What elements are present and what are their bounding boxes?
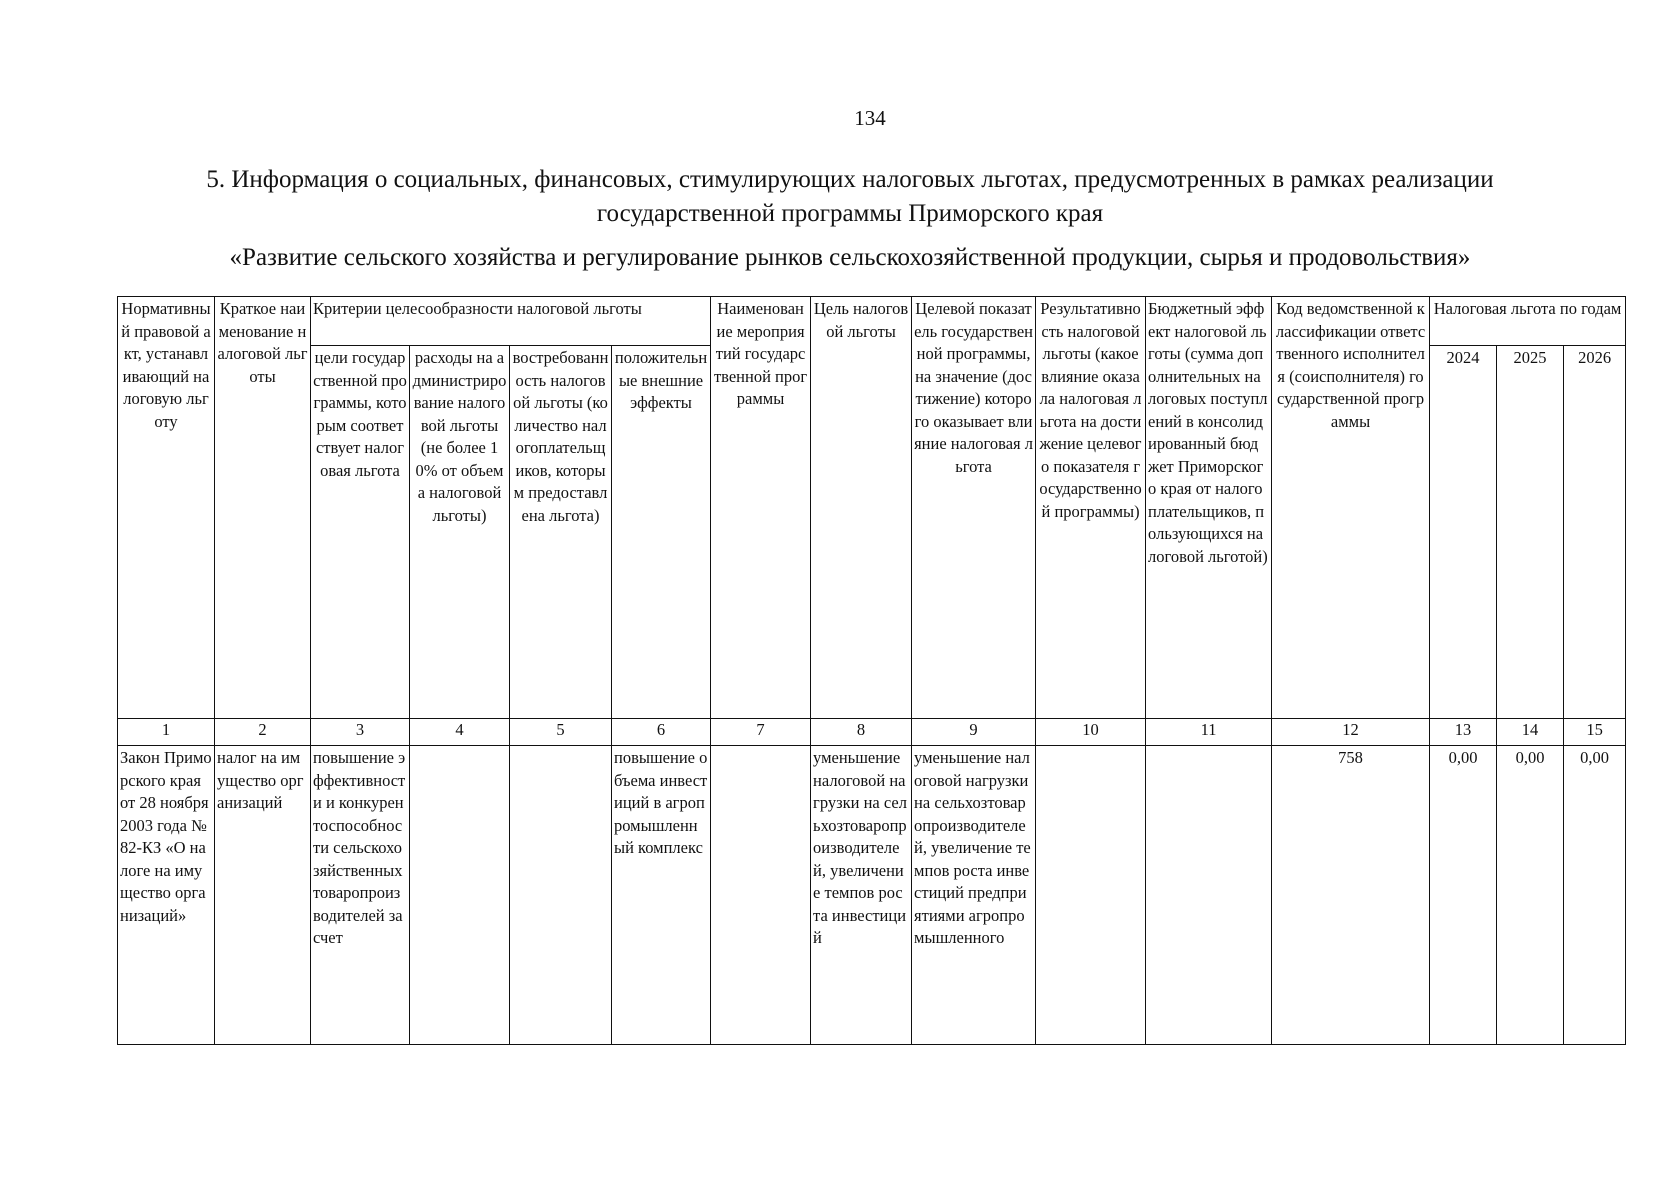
column-number: 3 — [311, 719, 410, 746]
column-number: 12 — [1272, 719, 1430, 746]
header-benefit-goal: Цель налоговой льготы — [811, 297, 912, 719]
column-number: 9 — [912, 719, 1036, 746]
cell-department-code: 758 — [1272, 746, 1430, 1045]
column-number: 8 — [811, 719, 912, 746]
header-department-code: Код ведомственной классификации ответственного исполнителя (соисполнителя) государственной программы — [1272, 297, 1430, 719]
table-row — [118, 746, 1626, 1045]
header-admin-costs: расходы на администрирование налоговой льготы (не более 10% от объема налоговой льготы) — [410, 346, 510, 719]
header-program-goals: цели государственной программы, которым соответствует налоговая льгота — [311, 346, 410, 719]
column-number: 4 — [410, 719, 510, 746]
column-number: 11 — [1146, 719, 1272, 746]
cell-program-goals: повышение эффективности и конкурентоспособности сельскохозяйственных товаропроизводителей за счет — [311, 746, 410, 1045]
header-demand: востребованность налоговой льготы (количество налогоплательщиков, которым предоставлена льгота) — [510, 346, 612, 719]
header-benefit-name: Краткое наименование налоговой льготы — [215, 297, 311, 719]
cell-normative-act: Закон Приморского края от 28 ноября 2003 года № 82-КЗ «О налоге на имущество организаций» — [118, 746, 215, 1045]
document-title — [0, 163, 1670, 231]
header-external-effects: положительные внешние эффекты — [612, 346, 711, 719]
header-effectiveness: Результативность налоговой льготы (какое влияние оказала налоговая льгота на достижение целевого показателя государственной программы) — [1036, 297, 1146, 719]
header-program-activities: Наименование мероприятий государственной программы — [711, 297, 811, 719]
column-number: 6 — [612, 719, 711, 746]
cell-external-effects: повышение объема инвестиций в агропромышленный комплекс — [612, 746, 711, 1045]
column-number: 13 — [1430, 719, 1497, 746]
cell-benefit-name: налог на имущество организаций — [215, 746, 311, 1045]
header-years-group: Налоговая льгота по годам — [1430, 297, 1626, 346]
header-target-indicator: Целевой показатель государственной программы, на значение (достижение) которого оказывает влияние налоговая льгота — [912, 297, 1036, 719]
column-number: 14 — [1497, 719, 1564, 746]
cell-benefit-2024: 0,00 — [1430, 746, 1497, 1045]
column-number: 5 — [510, 719, 612, 746]
title-line-2: государственной программы Приморского края — [596, 200, 1104, 227]
column-number: 1 — [118, 719, 215, 746]
header-year-2024: 2024 — [1430, 346, 1497, 719]
tax-benefits-table — [117, 296, 1626, 1045]
column-number: 2 — [215, 719, 311, 746]
header-normative-act: Нормативный правовой акт, устанавливающий налоговую льготу — [118, 297, 215, 719]
cell-budget-effect — [1146, 746, 1272, 1045]
column-number: 15 — [1564, 719, 1626, 746]
header-row-1 — [118, 297, 1626, 346]
title-line-1: 5. Информация о социальных, финансовых, стимулирующих налоговых льготах, предусмотренных в рамках реализации — [206, 166, 1494, 193]
cell-target-indicator: уменьшение налоговой нагрузки на сельхозтоваропроизводителей, увеличение темпов роста инвестиций предприятиями агропромышленного — [912, 746, 1036, 1045]
column-number: 7 — [711, 719, 811, 746]
page-number: 134 — [854, 106, 886, 130]
cell-demand — [510, 746, 612, 1045]
cell-benefit-2026: 0,00 — [1564, 746, 1626, 1045]
header-year-2026: 2026 — [1564, 346, 1626, 719]
cell-program-activities — [711, 746, 811, 1045]
header-budget-effect: Бюджетный эффект налоговой льготы (сумма дополнительных налоговых поступлений в консолидированный бюджет Приморского края от налогоплательщиков, пользующихся налоговой льготой) — [1146, 297, 1272, 719]
header-year-2025: 2025 — [1497, 346, 1564, 719]
cell-admin-costs — [410, 746, 510, 1045]
column-number: 10 — [1036, 719, 1146, 746]
header-criteria: Критерии целесообразности налоговой льготы — [311, 297, 711, 346]
cell-benefit-2025: 0,00 — [1497, 746, 1564, 1045]
column-number-row — [118, 719, 1626, 746]
cell-effectiveness — [1036, 746, 1146, 1045]
cell-benefit-goal: уменьшение налоговой нагрузки на сельхозтоваропроизводителей, увеличение темпов роста инвестиций — [811, 746, 912, 1045]
program-subtitle: «Развитие сельского хозяйства и регулирование рынков сельскохозяйственной продукции, сырья и продовольствия» — [229, 244, 1471, 271]
